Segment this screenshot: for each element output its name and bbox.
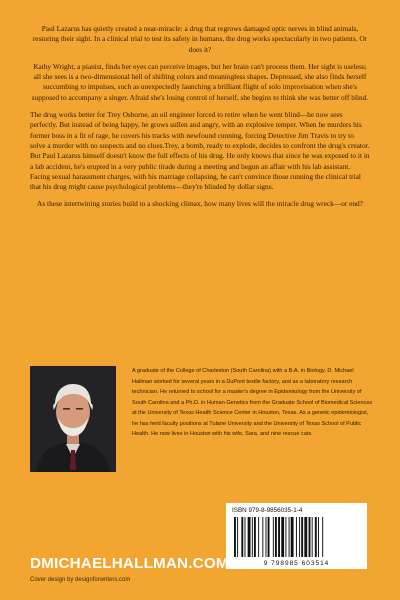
blurb-paragraph-4: As these intertwining stories build to a shocking climax, how many lives will the miracle drug wreck—or end? <box>37 199 363 209</box>
barcode-number: 9 798985 603514 <box>263 560 330 567</box>
barcode-bar <box>285 517 286 557</box>
author-photo <box>30 366 116 472</box>
barcode-bar <box>245 517 246 557</box>
isbn-barcode-box <box>226 503 367 569</box>
barcode-bar <box>291 517 294 557</box>
barcode-bar <box>252 517 253 557</box>
barcode-bar <box>275 517 277 557</box>
barcode-bar <box>304 517 307 557</box>
cover-design-credit: Cover design by designforwriters.com <box>30 577 131 583</box>
barcode-bar <box>301 517 303 557</box>
barcode-bar <box>241 517 243 557</box>
barcode-bar <box>254 517 256 557</box>
author-website[interactable]: DMICHAELHALLMAN.COM <box>30 555 229 572</box>
barcode-bar <box>315 517 317 557</box>
barcode-bar <box>322 517 323 557</box>
barcode-bar <box>318 517 319 557</box>
barcode-bar <box>237 517 238 557</box>
blurb-paragraph-3: The drug works better for Trey Osborne, an oil engineer forced to retire when he went blind—he now sees perfectly. But instead of being happy, he grows sullen and angry, with an explosive temper. When he murders his former boss in a fit of rage, he covers his tracks with newfound cunning, forcing Detective Jim Travis to try to solve a murder with no suspects and no clues.Trey, a bomb, ready to explode, decides to confront the drug's creator. But Paul Lazarus himself doesn't know the full effects of his drug. He only knows that since he was exposed to it in a lab accident, he's erupted in a very public tirade during a meeting and begun an affair with his lab assistant. Facing sexual harassment charges, with his marriage collapsing, he can't convince those running the clinical trial that his drug might cause psychological problems—they're blinded by dollar signs. <box>30 110 370 192</box>
barcode-bar <box>309 517 311 557</box>
barcode-bar <box>268 517 270 557</box>
barcode-bar <box>281 517 284 557</box>
barcode-bar <box>273 517 274 557</box>
barcode-bar <box>234 517 236 557</box>
back-cover-blurb <box>30 24 370 217</box>
barcode-bar <box>258 517 259 557</box>
author-portrait-illustration <box>30 366 116 472</box>
barcode-graphic <box>232 517 360 557</box>
isbn-label: ISBN 979-8-9856035-1-4 <box>232 507 303 514</box>
barcode-bar <box>312 517 313 557</box>
barcode-bar <box>262 517 263 557</box>
author-bio: A graduate of the College of Charleston (South Carolina) with a B.A. in Biology, D. Michael Hallman worked for several years in a DuPont textile factory, and as a laboratory research technician. He returned to school for a master's degree in Epidemiology from the University of South Carolina and a Ph.D. in Human Genetics from the Graduate School of Biomedical Sciences at the University of Texas Health Science Center in Houston, Texas. As a genetic epidemiologist, he has held faculty positions at Tulane University and the University of Texas School of Public Health. He now lives in Houston with his wife, Sara, and nine rescue cats. <box>132 368 373 437</box>
blurb-paragraph-2: Kathy Wright, a pianist, finds her eyes can perceive images, but her brain can't process them. Her sight is useless; all she sees is a two-dimensional hell of shifting colors and meaningless shapes. Depressed, she also finds herself succumbing to impulses, such as unexpectedly launching a brilliant flight of solo improvisation when she's supposed to accompany a singer. Afraid she's losing control of herself, she begins to think she was better off blind. <box>31 61 369 102</box>
barcode-bar <box>299 517 300 557</box>
barcode-bar <box>289 517 290 557</box>
barcode-bar <box>248 517 251 557</box>
barcode-bar <box>296 517 297 557</box>
blurb-paragraph-1: Paul Lazarus has quietly created a near-miracle: a drug that regrows damaged optic nerves in blind animals, restoring their sight. In a clinical trial to test its safety in humans, the drug works spectacularly in two patients. Or does it? <box>32 24 368 54</box>
barcode-bar <box>266 517 267 557</box>
barcode-bar <box>278 517 280 557</box>
author-section <box>30 366 375 486</box>
